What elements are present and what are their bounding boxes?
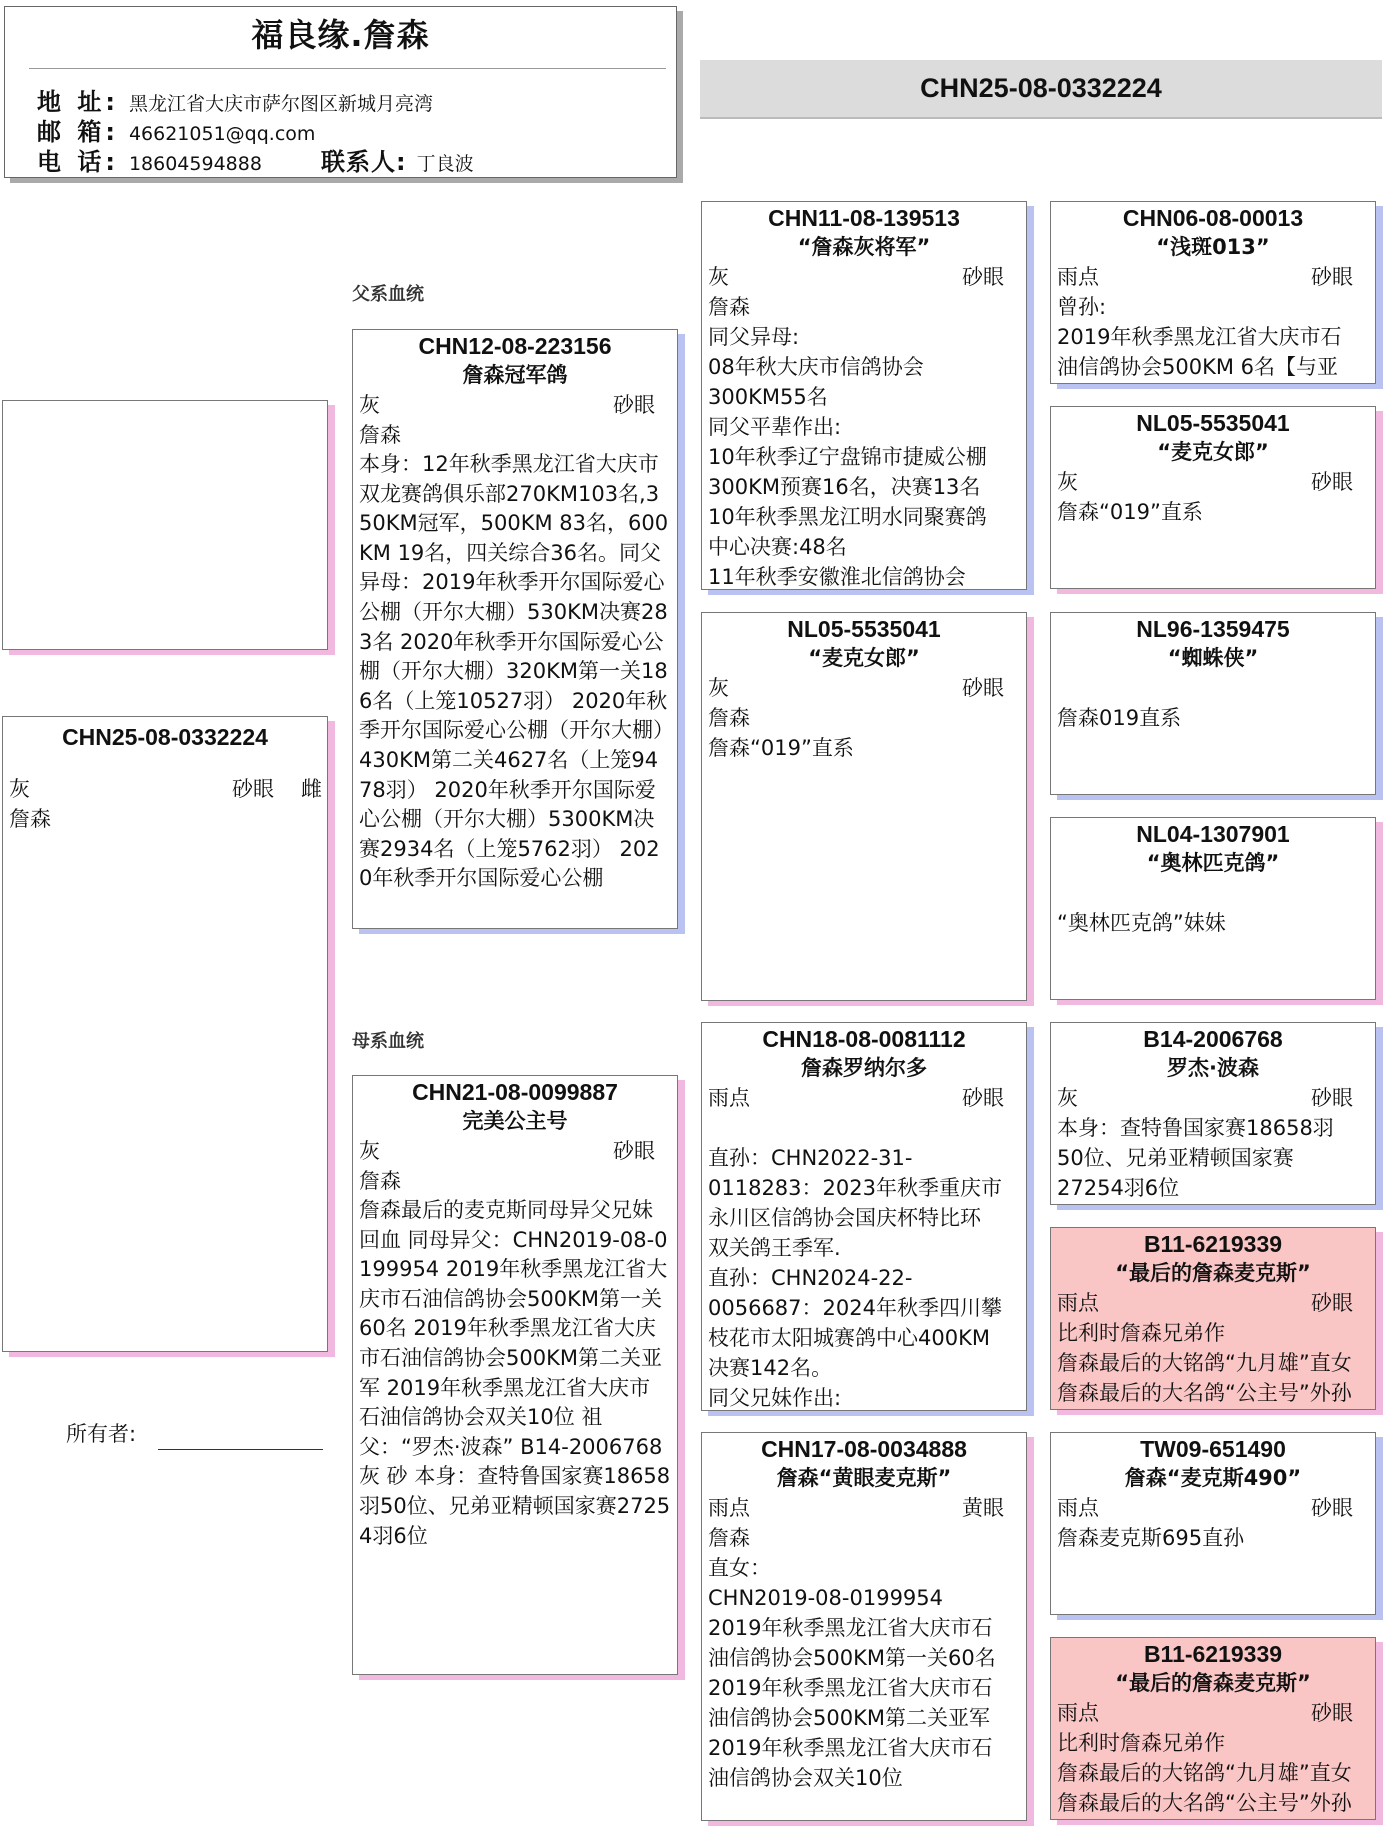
pigeon-name: “浅斑013”	[1156, 235, 1270, 259]
address-row	[37, 87, 433, 119]
pigeon-name: 完美公主号	[462, 1109, 568, 1133]
address-value: 黑龙江省大庆市萨尔图区新城月亮湾	[128, 93, 433, 115]
description-line: 詹森最后的大名鸽“公主号”外孙	[1057, 1791, 1352, 1815]
pigeon-name: 詹森“麦克斯490”	[1124, 1466, 1302, 1490]
description-line: 永川区信鸽协会国庆杯特比环	[708, 1206, 981, 1230]
pigeon-name: 詹森“黄眼麦克斯”	[776, 1466, 952, 1490]
description-line: 直女：	[708, 1556, 771, 1580]
description-line: 2019年秋季黑龙江省大庆市石	[708, 1616, 993, 1640]
description-line: 詹森最后的大名鸽“公主号”外孙	[1057, 1381, 1352, 1405]
ring-number: NL04-1307901	[1136, 821, 1290, 847]
strain: 詹森	[9, 807, 51, 831]
description-line: 枝花市太阳城赛鸽中心400KM	[708, 1326, 990, 1350]
ring-number: CHN06-08-00013	[1122, 205, 1304, 231]
ddd-card	[1050, 1637, 1376, 1820]
color-eye-row	[1051, 262, 1375, 292]
phone-value: 18604594888	[128, 153, 262, 175]
ring-number: TW09-651490	[1140, 1436, 1286, 1462]
pigeon-name: “最后的詹森麦克斯”	[1115, 1671, 1311, 1695]
color-eye-row	[702, 262, 1026, 292]
description-line: CHN2019-08-0199954	[708, 1586, 944, 1610]
color: 灰	[708, 676, 729, 700]
phone-row	[37, 147, 474, 179]
description-line: 詹森麦克斯695直孙	[1057, 1526, 1245, 1550]
color: 雨点	[1057, 1701, 1099, 1725]
photo-box	[2, 400, 328, 650]
pedigree-ring-banner: CHN25-08-0332224	[700, 60, 1382, 119]
description-line: 曾孙:	[1057, 295, 1107, 319]
description-line: 2019年秋季黑龙江省大庆市石	[708, 1676, 993, 1700]
description-line: 50位、兄弟亚精顿国家赛	[1057, 1146, 1294, 1170]
description-line: 詹森019直系	[1057, 706, 1182, 730]
description-line: 300KM55名	[708, 385, 828, 409]
dam-dam-card	[701, 1432, 1027, 1821]
ssd-card	[1050, 406, 1376, 589]
eye: 砂眼	[1311, 265, 1353, 289]
eye: 砂眼	[1311, 1701, 1353, 1725]
sss-card	[1050, 201, 1376, 384]
eye: 砂眼	[1311, 1291, 1353, 1315]
ring-number: CHN17-08-0034888	[761, 1436, 967, 1462]
sire-sire-card	[701, 201, 1027, 590]
phone-label: 电 话:	[37, 148, 119, 176]
subject-card	[2, 716, 328, 1352]
description-line: 27254羽6位	[1057, 1176, 1180, 1200]
description-line: 11年秋季安徽淮北信鸽协会	[708, 565, 966, 589]
description-line: 同父兄妹作出:	[708, 1386, 842, 1410]
description-line: 油信鸽协会双关10位	[708, 1766, 903, 1790]
color: 雨点	[1057, 1291, 1099, 1315]
color: 灰	[9, 777, 30, 801]
color: 灰	[1057, 1086, 1078, 1110]
eye: 黄眼	[962, 1496, 1004, 1520]
ring-number: NL05-5535041	[787, 616, 941, 642]
contact-label: 联系人:	[320, 148, 407, 176]
strain: 詹森	[359, 1169, 401, 1193]
description-line: 本身：查特鲁国家赛18658羽	[1057, 1116, 1334, 1140]
email-label: 邮 箱:	[37, 118, 119, 146]
sex: 雌	[301, 777, 322, 801]
sire-section-label: 父系血统	[352, 284, 424, 305]
pigeon-name: 罗杰·波森	[1167, 1056, 1259, 1080]
ring-number: NL96-1359475	[1136, 616, 1290, 642]
description-line: 300KM预赛16名，决赛13名	[708, 475, 981, 499]
contact-value: 丁良波	[416, 153, 474, 175]
eye: 砂眼	[962, 1086, 1004, 1110]
color-eye-row	[1051, 1493, 1375, 1523]
ring-number: CHN21-08-0099887	[412, 1079, 618, 1105]
color-eye-row	[1051, 1083, 1375, 1113]
ring-number: B11-6219339	[1143, 1231, 1283, 1257]
description: 詹森最后的麦克斯同母异父兄妹回血 同母异父：CHN2019-08-0199954 2019年秋季黑龙江省大庆市石油信鸽协会500KM第一关60名 2019年秋季黑龙江省大庆市石油信鸽协会500KM第二关亚军 2019年秋季黑龙江省大庆市石油信鸽协会双关10位 祖父：“罗杰·波森” B14-2006768 灰 砂 本身：查特鲁国家赛18658羽50位、兄弟亚精顿国家赛27254羽6位	[359, 1198, 671, 1548]
ring-number: CHN11-08-139513	[768, 205, 960, 231]
dam-card	[352, 1075, 678, 1675]
eye: 砂眼	[1311, 1496, 1353, 1520]
dds-card	[1050, 1432, 1376, 1615]
description-line: 詹森最后的大铭鸽“九月雄”直女	[1057, 1761, 1352, 1785]
eye: 砂眼	[613, 393, 655, 417]
color-eye-row	[3, 774, 327, 804]
description-line: 决赛142名。	[708, 1356, 833, 1380]
description-line: 0056687：2024年秋季四川攀	[708, 1296, 1002, 1320]
description-line: 2019年秋季黑龙江省大庆市石	[1057, 325, 1342, 349]
pigeon-name: “麦克女郎”	[1157, 440, 1269, 464]
email-row	[37, 117, 315, 149]
strain: 詹森	[708, 295, 750, 319]
ring-number: NL05-5535041	[1136, 410, 1290, 436]
color: 灰	[359, 393, 380, 417]
color: 灰	[359, 1139, 380, 1163]
eye: 砂眼	[962, 265, 1004, 289]
color: 灰	[1057, 470, 1078, 494]
pigeon-name: “最后的詹森麦克斯”	[1115, 1261, 1311, 1285]
color: 雨点	[708, 1496, 750, 1520]
color: 灰	[708, 265, 729, 289]
description-line: 双关鸽王季军.	[708, 1236, 841, 1260]
color-eye-row	[702, 1083, 1026, 1113]
strain: 詹森	[708, 706, 750, 730]
breeder-header	[4, 6, 677, 178]
pigeon-name: “詹森灰将军”	[797, 235, 931, 259]
ring-number: CHN25-08-0332224	[62, 724, 268, 750]
color-eye-row	[1051, 467, 1375, 497]
color-eye-row	[1051, 1288, 1375, 1318]
dam-section-label: 母系血统	[352, 1031, 424, 1052]
description-line: 比利时詹森兄弟作	[1057, 1321, 1225, 1345]
description-line: 直孙：CHN2024-22-	[708, 1266, 913, 1290]
dss-card	[1050, 1022, 1376, 1205]
description-line: 油信鸽协会500KM 6名【与亚	[1057, 355, 1339, 379]
header-divider	[29, 68, 666, 69]
sire-card	[352, 329, 678, 929]
color-eye-row	[353, 390, 677, 420]
email-value: 46621051@qq.com	[128, 123, 316, 145]
description-line: 詹森“019”直系	[1057, 500, 1203, 524]
eye: 砂眼	[1311, 1086, 1353, 1110]
color-eye-row	[353, 1136, 677, 1166]
description-line: 同父异母:	[708, 325, 800, 349]
address-label: 地 址:	[37, 88, 119, 116]
strain: 詹森	[359, 423, 401, 447]
pigeon-name: 詹森冠军鸽	[462, 363, 568, 387]
sire-dam-card	[701, 612, 1027, 1001]
eye: 砂眼	[962, 676, 1004, 700]
pigeon-name: 詹森罗纳尔多	[801, 1056, 927, 1080]
ring-number: B14-2006768	[1143, 1026, 1283, 1052]
color-eye-row	[1051, 1698, 1375, 1728]
description-line: 詹森最后的大铭鸽“九月雄”直女	[1057, 1351, 1352, 1375]
color: 雨点	[1057, 1496, 1099, 1520]
color: 雨点	[1057, 265, 1099, 289]
owner-signature-line	[158, 1449, 323, 1450]
dsd-card	[1050, 1227, 1376, 1410]
description-line: 油信鸽协会500KM第一关60名	[708, 1646, 996, 1670]
eye: 砂眼	[613, 1139, 655, 1163]
description-line: 直孙：CHN2022-31-	[708, 1146, 913, 1170]
eye: 砂眼	[1311, 470, 1353, 494]
sds-card	[1050, 612, 1376, 795]
ring-number: B11-6219339	[1143, 1641, 1283, 1667]
description-line: 中心决赛:48名	[708, 535, 847, 559]
eye: 砂眼	[232, 777, 274, 801]
description-line: 比利时詹森兄弟作	[1057, 1731, 1225, 1755]
dam-sire-card	[701, 1022, 1027, 1411]
strain: 詹森	[708, 1526, 750, 1550]
description-line: “奥林匹克鸽”妹妹	[1057, 911, 1226, 935]
ring-number: CHN12-08-223156	[418, 333, 612, 359]
ring-number: CHN18-08-0081112	[762, 1026, 966, 1052]
description-line: 2019年秋季黑龙江省大庆市石	[708, 1736, 993, 1760]
description-line: 0118283：2023年秋季重庆市	[708, 1176, 1002, 1200]
color-eye-row	[702, 673, 1026, 703]
owner-label: 所有者:	[66, 1422, 137, 1446]
pigeon-name: “奥林匹克鸽”	[1146, 851, 1280, 875]
description-line: 10年秋季黑龙江明水同聚赛鸽	[708, 505, 987, 529]
description-line: 08年秋大庆市信鸽协会	[708, 355, 924, 379]
color-eye-row	[702, 1493, 1026, 1523]
pigeon-name: “麦克女郎”	[808, 646, 920, 670]
color: 雨点	[708, 1086, 750, 1110]
description-line: 同父平辈作出:	[708, 415, 842, 439]
breeder-title: 福良缘.詹森	[251, 16, 430, 54]
description: 本身：12年秋季黑龙江省大庆市双龙赛鸽俱乐部270KM103名,350KM冠军，500KM 83名，600KM 19名，四关综合36名。同父异母：2019年秋季开尔国际爱心公棚（开尔大棚）530KM决赛283名 2020年秋季开尔国际爱心公棚（开尔大棚）320KM第一关186名（上笼10527羽） 2020年秋季开尔国际爱心公棚（开尔大棚）430KM第二关4627名（上笼9478羽） 2020年秋季开尔国际爱心公棚（开尔大棚）5300KM决赛2934名（上笼5762羽） 2020年秋季开尔国际爱心公棚	[359, 452, 669, 891]
description-line: 詹森“019”直系	[708, 736, 854, 760]
pigeon-name: “蜘蛛侠”	[1167, 646, 1259, 670]
description-line: 10年秋季辽宁盘锦市捷威公棚	[708, 445, 987, 469]
description-line: 油信鸽协会500KM第二关亚军	[708, 1706, 990, 1730]
sdd-card	[1050, 817, 1376, 1000]
